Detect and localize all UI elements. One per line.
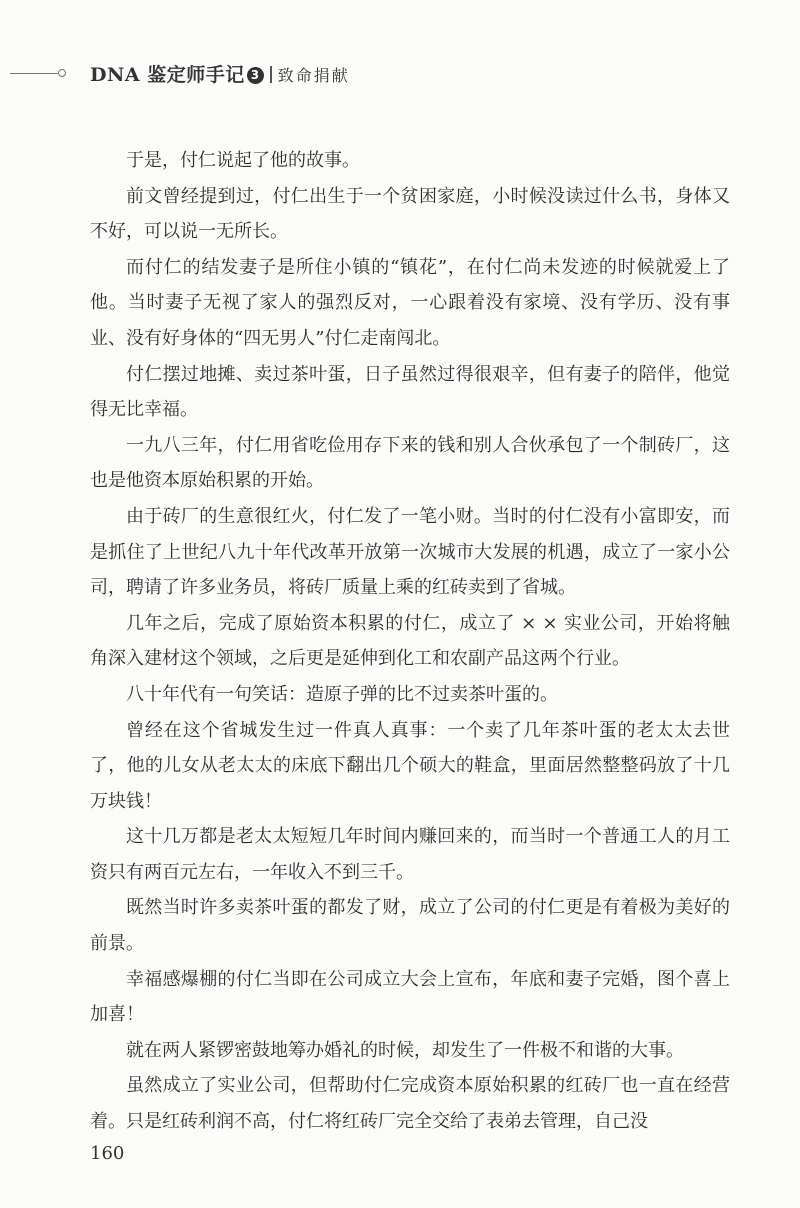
paragraph: 于是，付仁说起了他的故事。	[126, 150, 360, 171]
running-header	[0, 56, 800, 92]
page-body	[90, 143, 730, 1140]
paragraph: 一九八三年，付仁用省吃俭用存下来的钱和别人合伙承包了一个制砖厂，这也是他资本原始积累的开始。	[90, 434, 730, 492]
paragraph: 虽然成立了实业公司，但帮助付仁完成资本原始积累的红砖厂也一直在经营着。只是红砖利润不高，付仁将红砖厂完全交给了表弟去管理，自己没	[90, 1075, 730, 1133]
header-rule	[10, 73, 58, 74]
paragraph: 付仁摆过地摊、卖过茶叶蛋，日子虽然过得很艰辛，但有妻子的陪伴，他觉得无比幸福。	[90, 363, 730, 421]
paragraph: 几年之后，完成了原始资本积累的付仁，成立了 × × 实业公司，开始将触角深入建材这个领域，之后更是延伸到化工和农副产品这两个行业。	[90, 612, 730, 670]
header-separator	[270, 66, 272, 83]
paragraph: 幸福感爆棚的付仁当即在公司成立大会上宣布，年底和妻子完婚，图个喜上加喜！	[90, 968, 730, 1026]
paragraph: 前文曾经提到过，付仁出生于一个贫困家庭，小时候没读过什么书，身体又不好，可以说一无所长。	[90, 185, 730, 243]
book-subtitle: 致命捐献	[277, 66, 350, 85]
header-rule-circle	[58, 69, 66, 77]
volume-badge: 3	[247, 67, 264, 84]
book-title	[90, 60, 350, 87]
paragraph: 由于砖厂的生意很红火，付仁发了一笔小财。当时的付仁没有小富即安，而是抓住了上世纪八九十年代改革开放第一次城市大发展的机遇，成立了一家小公司，聘请了许多业务员，将砖厂质量上乘的红砖卖到了省城。	[90, 505, 730, 599]
paragraph: 八十年代有一句笑话：造原子弹的比不过卖茶叶蛋的。	[126, 683, 558, 705]
page-number: 160	[90, 1143, 125, 1164]
paragraph: 既然当时许多卖茶叶蛋的都发了财，成立了公司的付仁更是有着极为美好的前景。	[90, 897, 730, 955]
paragraph: 曾经在这个省城发生过一件真人真事：一个卖了几年茶叶蛋的老太太去世了，他的儿女从老太太的床底下翻出几个硕大的鞋盒，里面居然整整码放了十几万块钱！	[90, 719, 730, 812]
paragraph: 就在两人紧锣密鼓地筹办婚礼的时候，却发生了一件极不和谐的大事。	[126, 1039, 684, 1061]
paragraph: 而付仁的结发妻子是所住小镇的“镇花”，在付仁尚未发迹的时候就爱上了他。当时妻子无视了家人的强烈反对，一心跟着没有家境、没有学历、没有事业、没有好身体的“四无男人”付仁走南闯北。	[90, 256, 730, 349]
paragraph: 这十几万都是老太太短短几年时间内赚回来的，而当时一个普通工人的月工资只有两百元左右，一年收入不到三千。	[90, 826, 730, 883]
book-title-text: DNA 鉴定师手记	[90, 64, 245, 86]
